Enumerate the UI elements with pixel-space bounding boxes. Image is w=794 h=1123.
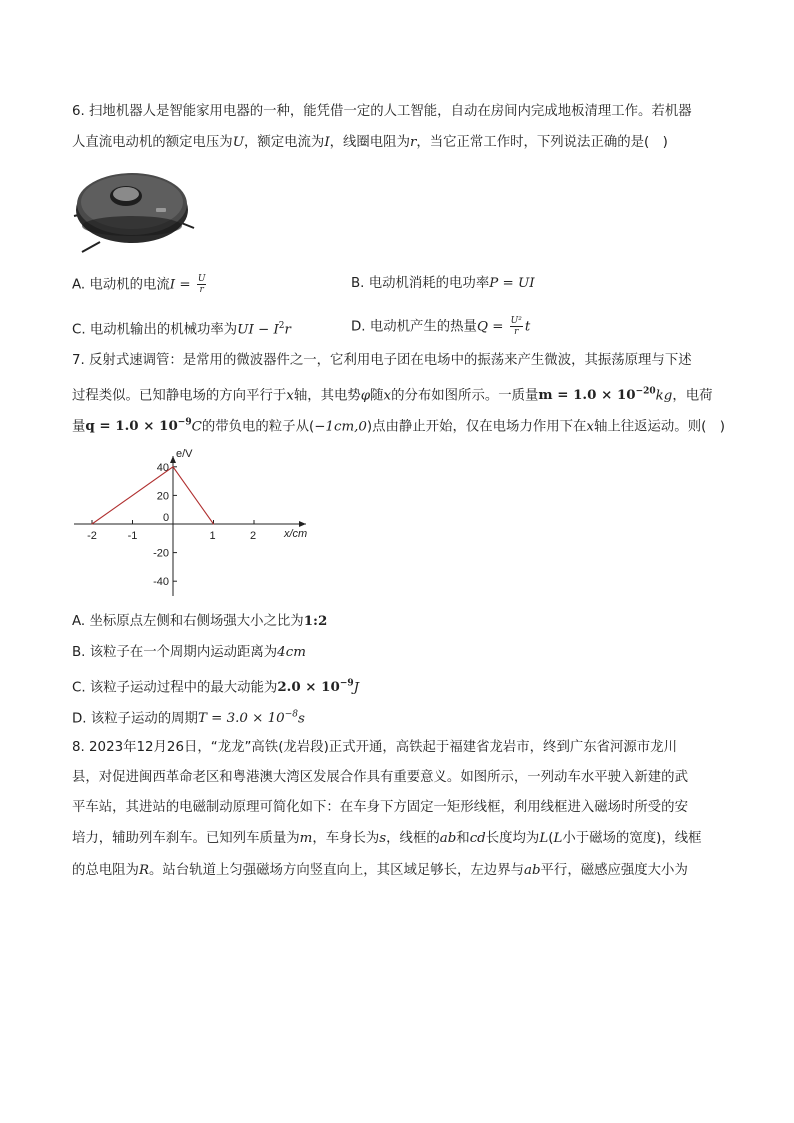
- data-point: [172, 466, 173, 467]
- data-point: [91, 523, 92, 524]
- q6-option-d: D. 电动机产生的热量Q = $\frac{\text{U²}}{r}$ t: [351, 316, 531, 337]
- q7-stem-line-2: 过程类似。已知静电场的方向平行于x轴，其电势φ随x的分布如图所示。一质量$m = 1.0 \times 10^{-20}kg$，电荷: [72, 387, 713, 404]
- q8-stem-line-1: 8. 2023年12月26日，“龙龙”高铁(龙岩段)正式开通，高铁起于福建省龙岩市，终到广东省河源市龙川: [72, 740, 677, 755]
- fraction-u2-over-r: $\frac{\text{U²}}{r}$: [510, 316, 522, 337]
- q7-option-b: B. 该粒子在一个周期内运动距离为4cm: [72, 645, 306, 660]
- q7-stem-line-1: 7. 反射式速调管：是常用的微波器件之一，它利用电子团在电场中的振荡来产生微波，其振荡原理与下述: [72, 353, 692, 368]
- q8-stem-line-4: 培力，辅助列车刹车。已知列车质量为m，车身长为s，线框的ab和cd长度均为L(L小于磁场的宽度)，线框: [72, 831, 702, 846]
- q6-stem-line-2: 人直流电动机的额定电压为U，额定电流为I，线圈电阻为r，当它正常工作时，下列说法正确的是( ): [72, 135, 668, 150]
- q7-option-d: D. 该粒子运动的周期$T = 3.0 \times 10^{-8}s$: [72, 710, 305, 727]
- y-tick-label: 20: [156, 490, 169, 503]
- y-axis-label: e/V: [176, 448, 193, 460]
- q6-option-b: B. 电动机消耗的电功率P = UI: [351, 276, 535, 291]
- series-line-potential: [92, 467, 214, 524]
- x-tick-label: 0: [163, 512, 170, 524]
- q8-stem-line-5: 的总电阻为R。站台轨道上匀强磁场方向竖直向上，其区域足够长，左边界与ab平行，磁感应强度大小为: [72, 863, 688, 878]
- q8-stem-line-2: 县，对促进闽西革命老区和粤港澳大湾区发展合作具有重要意义。如图所示，一列动车水平驶入新建的武: [72, 770, 688, 785]
- x-axis-label: x/cm: [284, 528, 308, 540]
- x-tick-label: -1: [127, 530, 138, 542]
- robot-vacuum-image: [70, 164, 198, 256]
- y-tick-label: -20: [153, 547, 169, 560]
- fraction-u-over-r: $\frac{U}{r}$: [197, 274, 206, 295]
- q6-option-c: C. 电动机输出的机械功率为UI − $I^2r$: [72, 321, 291, 338]
- q7-stem-line-3: 量$q = 1.0 \times 10^{-9}C$的带负电的粒子从(−1cm,0)点由静止开始，仅在电场力作用下在x轴上往返运动。则( ): [72, 418, 725, 435]
- q6-option-a: A. 电动机的电流I = $\frac{U}{r}$: [72, 274, 206, 295]
- data-point: [213, 523, 214, 524]
- potential-graph: [68, 440, 328, 600]
- x-axis-arrow: [299, 521, 306, 527]
- q8-stem-line-3: 平车站，其进站的电磁制动原理可简化如下：在车身下方固定一矩形线框，利用线框进入磁场时所受的安: [72, 800, 688, 815]
- x-tick-label: -2: [87, 530, 97, 542]
- q7-option-c: C. 该粒子运动过程中的最大动能为$2.0 \times 10^{-9}J$: [72, 679, 360, 696]
- y-tick-label: -40: [153, 576, 169, 589]
- y-tick-label: 40: [156, 461, 169, 474]
- q6-stem-line-1: 6. 扫地机器人是智能家用电器的一种，能凭借一定的人工智能，自动在房间内完成地板清理工作。若机器: [72, 104, 692, 119]
- q7-option-a: A. 坐标原点左侧和右侧场强大小之比为1:2: [72, 613, 328, 629]
- x-tick-label: 2: [250, 530, 257, 542]
- x-tick-label: 1: [209, 530, 216, 542]
